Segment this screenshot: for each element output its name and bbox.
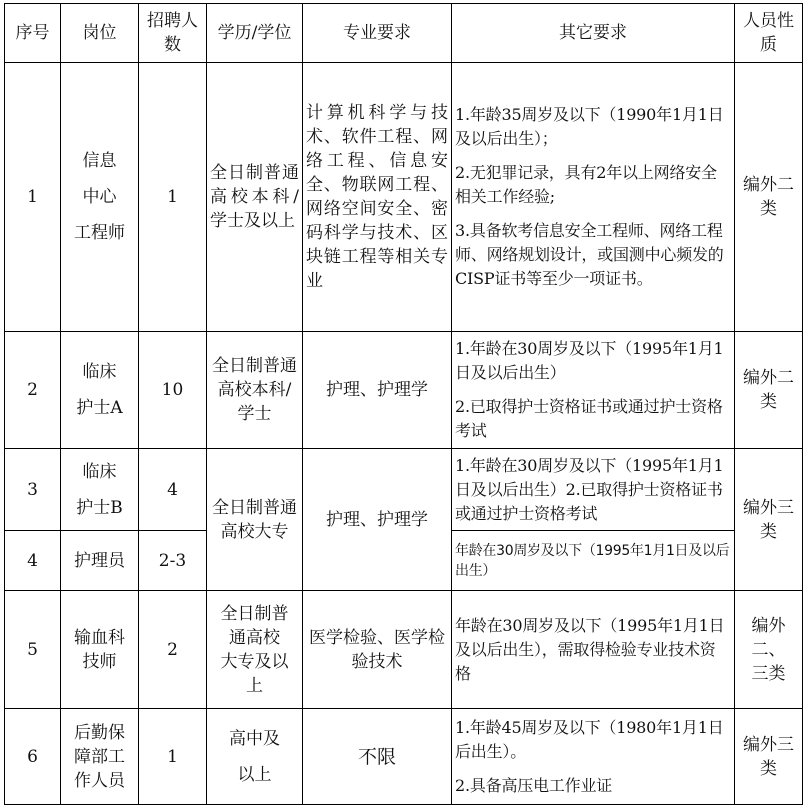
requirement-item: 2.已取得护士资格证书或通过护士资格考试 xyxy=(455,397,723,440)
cell-position xyxy=(61,591,139,709)
position-line: 后勤保 xyxy=(74,722,125,743)
staffing-line: 三类 xyxy=(751,663,786,684)
header-major: 专业要求 xyxy=(303,4,452,63)
staffing-line: 二、 xyxy=(751,639,786,660)
cell-major: 医学检验、医学检验技术 xyxy=(303,591,452,709)
staffing-line: 编外 xyxy=(751,615,786,636)
cell-staffing: 编外三类 xyxy=(735,449,803,591)
cell-education: 全日制普通高校大专 xyxy=(207,449,303,591)
cell-count: 4 xyxy=(139,449,207,531)
education-line: 全日制普 xyxy=(220,603,289,624)
cell-other xyxy=(452,332,735,449)
cell-other xyxy=(452,63,735,332)
table-row xyxy=(5,63,803,332)
requirement-item: 1.年龄35周岁及以下（1990年1月1日及以后出生）； xyxy=(455,105,724,148)
cell-seq: 6 xyxy=(5,709,61,805)
cell-count: 1 xyxy=(139,63,207,332)
cell-education xyxy=(207,709,303,805)
header-seq: 序号 xyxy=(5,4,61,63)
position-line: 护士A xyxy=(76,398,123,418)
cell-position xyxy=(61,63,139,332)
cell-seq: 2 xyxy=(5,332,61,449)
cell-major: 计算机科学与技术、软件工程、网络工程、信息安全、物联网工程、网络空间安全、密码科学与技术、区块链工程等相关专业 xyxy=(303,63,452,332)
table-row xyxy=(5,709,803,805)
education-line: 高中及 xyxy=(229,728,280,749)
recruitment-table xyxy=(4,3,803,805)
cell-seq: 4 xyxy=(5,531,61,591)
education-line: 大专及以 xyxy=(220,651,289,672)
cell-staffing: 编外二类 xyxy=(735,332,803,449)
cell-education: 全日制普通高校本科/学士及以上 xyxy=(207,63,303,332)
cell-other: 年龄在30周岁及以下（1995年1月1日及以后出生） xyxy=(452,531,735,591)
position-line: 临床 xyxy=(82,461,117,482)
header-staffing: 人员性质 xyxy=(735,4,803,63)
cell-position: 护理员 xyxy=(61,531,139,591)
cell-seq: 3 xyxy=(5,449,61,531)
cell-seq: 1 xyxy=(5,63,61,332)
cell-other: 1.年龄在30周岁及以下（1995年1月1日及以后出生）2.已取得护士资格证书或通过护士资格考试 xyxy=(452,449,735,531)
cell-major: 护理、护理学 xyxy=(303,449,452,591)
position-line: 信息 xyxy=(82,151,117,171)
cell-staffing: 编外三类 xyxy=(735,709,803,805)
position-line: 障部工 xyxy=(74,746,125,767)
cell-other xyxy=(452,709,735,805)
position-line: 临床 xyxy=(82,362,117,382)
position-line: 作人员 xyxy=(74,770,125,791)
table-row xyxy=(5,332,803,449)
education-line: 上 xyxy=(246,675,263,696)
position-line: 工程师 xyxy=(74,223,125,243)
cell-position xyxy=(61,449,139,531)
cell-count: 1 xyxy=(139,709,207,805)
cell-education: 全日制普通高校本科/学士 xyxy=(207,332,303,449)
cell-seq: 5 xyxy=(5,591,61,709)
header-other: 其它要求 xyxy=(452,4,735,63)
cell-count: 2 xyxy=(139,591,207,709)
cell-position xyxy=(61,709,139,805)
requirement-item: 2.具备高压电工作业证 xyxy=(455,775,613,795)
table-row xyxy=(5,591,803,709)
header-education: 学历/学位 xyxy=(207,4,303,63)
cell-major: 不限 xyxy=(303,709,452,805)
cell-count: 10 xyxy=(139,332,207,449)
position-line: 技师 xyxy=(82,651,117,672)
requirement-item: 2.无犯罪记录，具有2年以上网络安全相关工作经验; xyxy=(455,163,717,206)
header-position: 岗位 xyxy=(61,4,139,63)
position-line: 护士B xyxy=(76,497,123,518)
position-line: 中心 xyxy=(82,187,117,207)
cell-education xyxy=(207,591,303,709)
cell-staffing xyxy=(735,591,803,709)
education-line: 通高校 xyxy=(229,627,280,648)
cell-staffing: 编外二类 xyxy=(735,63,803,332)
header-count: 招聘人数 xyxy=(139,4,207,63)
cell-count: 2-3 xyxy=(139,531,207,591)
cell-other: 年龄在30周岁及以下（1995年1月1日及以后出生），需取得检验专业技术资格 xyxy=(452,591,735,709)
requirement-item: 1.年龄在30周岁及以下（1995年1月1日及以后出生） xyxy=(455,339,724,382)
header-row xyxy=(5,4,803,63)
requirement-item: 3.具备软考信息安全工程师、网络工程师、网络规划设计，或国测中心频发的CISP证书等至少一项证书。 xyxy=(455,221,724,288)
education-line: 以上 xyxy=(237,764,272,785)
cell-position xyxy=(61,332,139,449)
table-row xyxy=(5,449,803,531)
position-line: 输血科 xyxy=(74,627,125,648)
requirement-item: 1.年龄45周岁及以下（1980年1月1日后出生）。 xyxy=(455,717,724,761)
cell-major: 护理、护理学 xyxy=(303,332,452,449)
